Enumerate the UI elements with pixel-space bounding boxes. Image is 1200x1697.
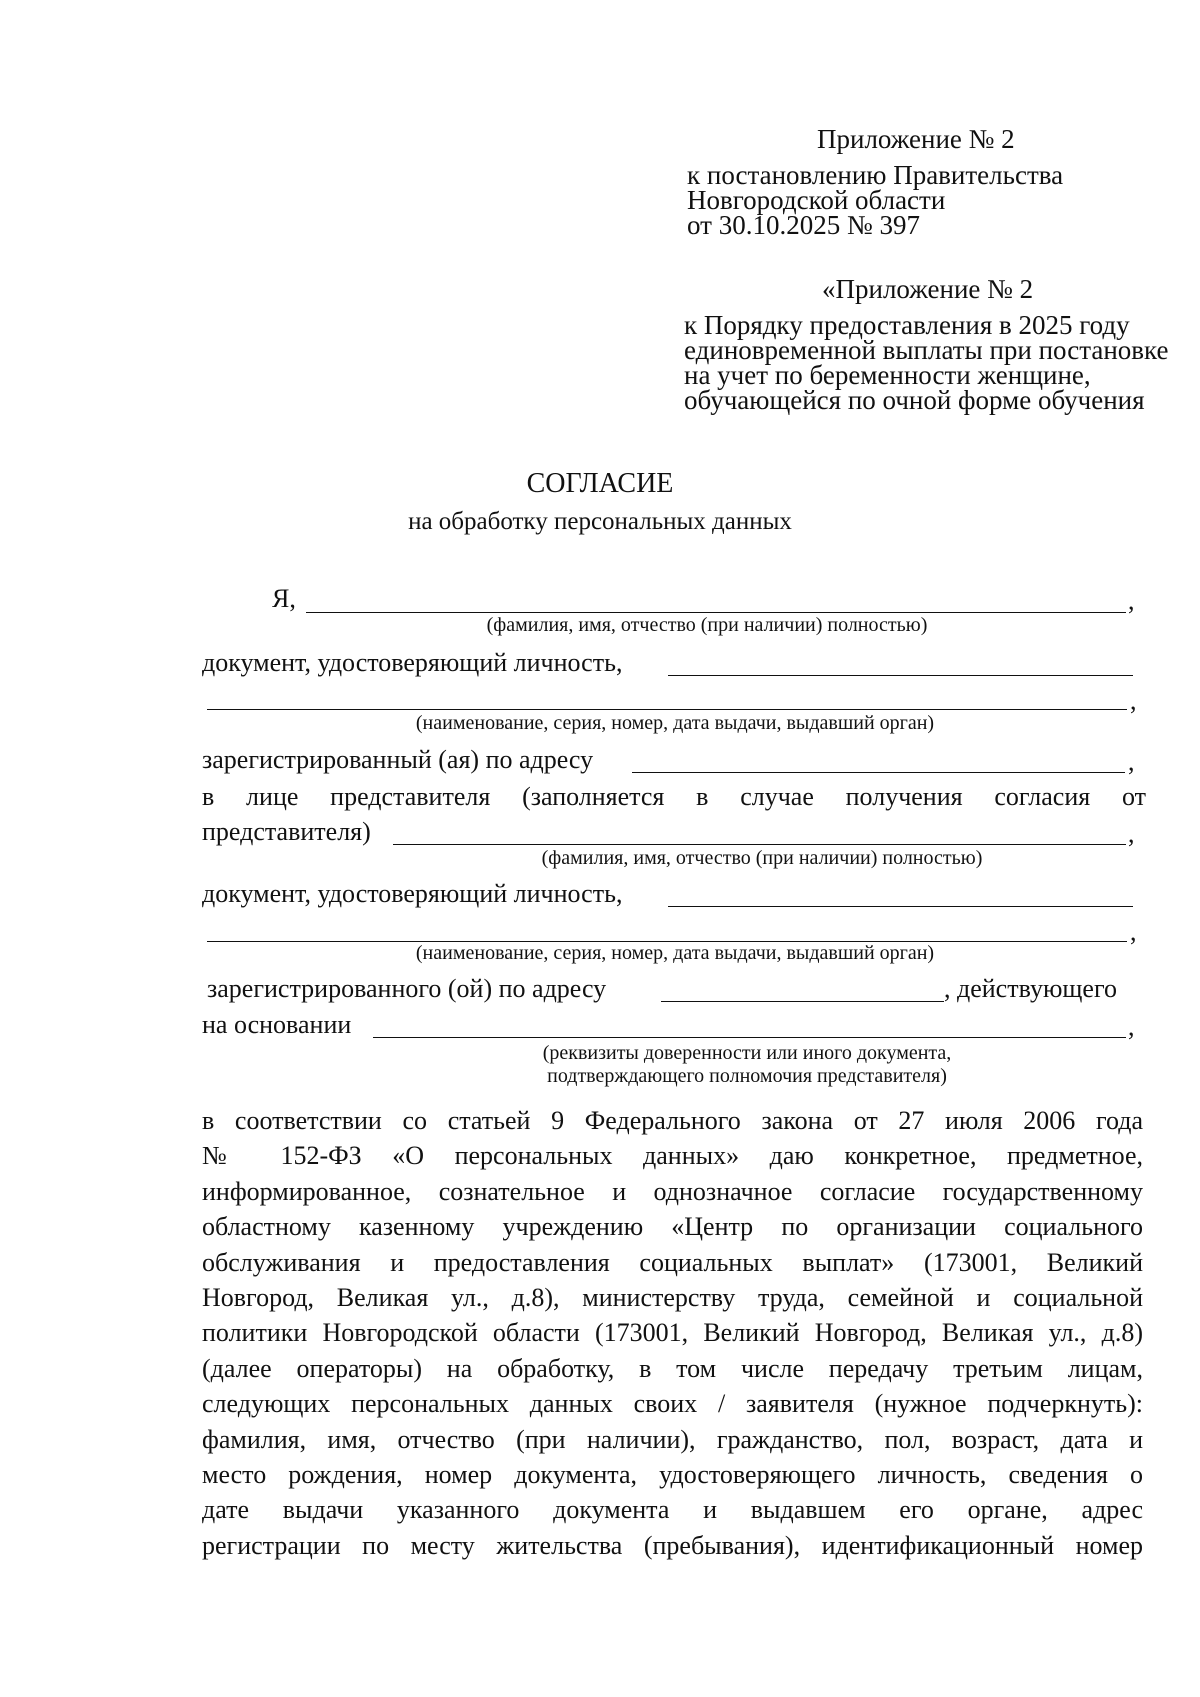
doc-hint: (наименование, серия, номер, дата выдачи, выдавший орган)	[415, 712, 935, 734]
decree-line-1: к постановлению Правительства	[687, 160, 1064, 190]
decree-line-2: Новгородской области	[687, 185, 946, 215]
body-line: информированное, сознательное и однозначное согласие государственному	[202, 1176, 1143, 1206]
rep-id-doc-input-line[interactable]	[668, 906, 1133, 907]
body-line: обслуживания и предоставления социальных выплат» (173001, Великий	[202, 1247, 1143, 1277]
body-line: следующих персональных данных своих / заявителя (нужное подчеркнуть):	[202, 1389, 1143, 1419]
body-line: дате выдачи указанного документа и выдавшем его органе, адрес	[202, 1495, 1143, 1525]
inner-appendix-label: «Приложение № 2	[822, 274, 1034, 304]
address-comma: ,	[1128, 747, 1135, 776]
fio-input-line[interactable]	[306, 612, 1126, 613]
id-doc-label: документ, удостоверяющий личность,	[202, 648, 623, 677]
rep-fio-input-line[interactable]	[393, 844, 1126, 845]
basis-input-line[interactable]	[373, 1037, 1126, 1038]
order-line-4: обучающейся по очной форме обучения	[684, 385, 1145, 415]
basis-hint-line-2: подтверждающего полномочия представителя)	[547, 1065, 947, 1087]
address-input-line[interactable]	[632, 772, 1125, 773]
id-doc-input-line[interactable]	[668, 675, 1133, 676]
order-line-2: единовременной выплаты при постановке	[684, 335, 1169, 365]
rep-registered-label: зарегистрированного (ой) по адресу	[207, 974, 607, 1003]
order-line-3: на учет по беременности женщине,	[684, 360, 1091, 390]
rep-fio-comma: ,	[1128, 819, 1135, 848]
decree-line-3: от 30.10.2025 № 397	[687, 210, 920, 240]
basis-comma: ,	[1128, 1012, 1135, 1041]
body-line: Новгород, Великая ул., д.8), министерству труда, семейной и социальной	[202, 1283, 1143, 1313]
body-line: № 152-ФЗ «О персональных данных» даю конкретное, предметное,	[202, 1141, 1143, 1171]
acting-label: , действующего	[944, 974, 1117, 1003]
rep-id-doc-comma: ,	[1130, 917, 1137, 946]
body-line: политики Новгородской области (173001, Великий Новгород, Великая ул., д.8)	[202, 1318, 1143, 1348]
body-line: фамилия, имя, отчество (при наличии), гражданство, пол, возраст, дата и	[202, 1424, 1143, 1454]
document-subtitle: на обработку персональных данных	[408, 508, 792, 535]
body-line: в соответствии со статьей 9 Федерального закона от 27 июля 2006 года	[202, 1106, 1143, 1135]
body-line: (далее операторы) на обработку, в том числе передачу третьим лицам,	[202, 1353, 1143, 1383]
id-doc-input-line-2[interactable]	[207, 709, 1127, 710]
rep-doc-hint: (наименование, серия, номер, дата выдачи, выдавший орган)	[415, 942, 935, 964]
rep-fio-hint: (фамилия, имя, отчество (при наличии) полностью)	[541, 847, 983, 869]
representative-line: в лице представителя (заполняется в случае получения согласия от	[202, 782, 1146, 811]
registered-label: зарегистрированный (ая) по адресу	[202, 745, 594, 774]
rep-address-input-line[interactable]	[661, 1001, 944, 1002]
basis-label: на основании	[202, 1010, 352, 1039]
rep-id-doc-label: документ, удостоверяющий личность,	[202, 879, 623, 908]
appendix-label: Приложение № 2	[817, 124, 1015, 154]
basis-hint-line-1: (реквизиты доверенности или иного документа,	[542, 1042, 952, 1064]
fio-hint: (фамилия, имя, отчество (при наличии) полностью)	[486, 614, 928, 636]
body-line: областному казенному учреждению «Центр по организации социального	[202, 1212, 1143, 1242]
document-title: СОГЛАСИЕ	[526, 468, 674, 499]
id-doc-comma: ,	[1130, 686, 1137, 715]
i-label: Я,	[272, 584, 296, 613]
representative-label: представителя)	[202, 817, 371, 846]
order-line-1: к Порядку предоставления в 2025 году	[684, 310, 1130, 340]
fio-comma: ,	[1128, 586, 1135, 615]
body-line: регистрации по месту жительства (пребывания), идентификационный номер	[202, 1530, 1143, 1560]
consent-body	[202, 1103, 1143, 1563]
body-line: место рождения, номер документа, удостоверяющего личность, сведения о	[202, 1460, 1143, 1490]
